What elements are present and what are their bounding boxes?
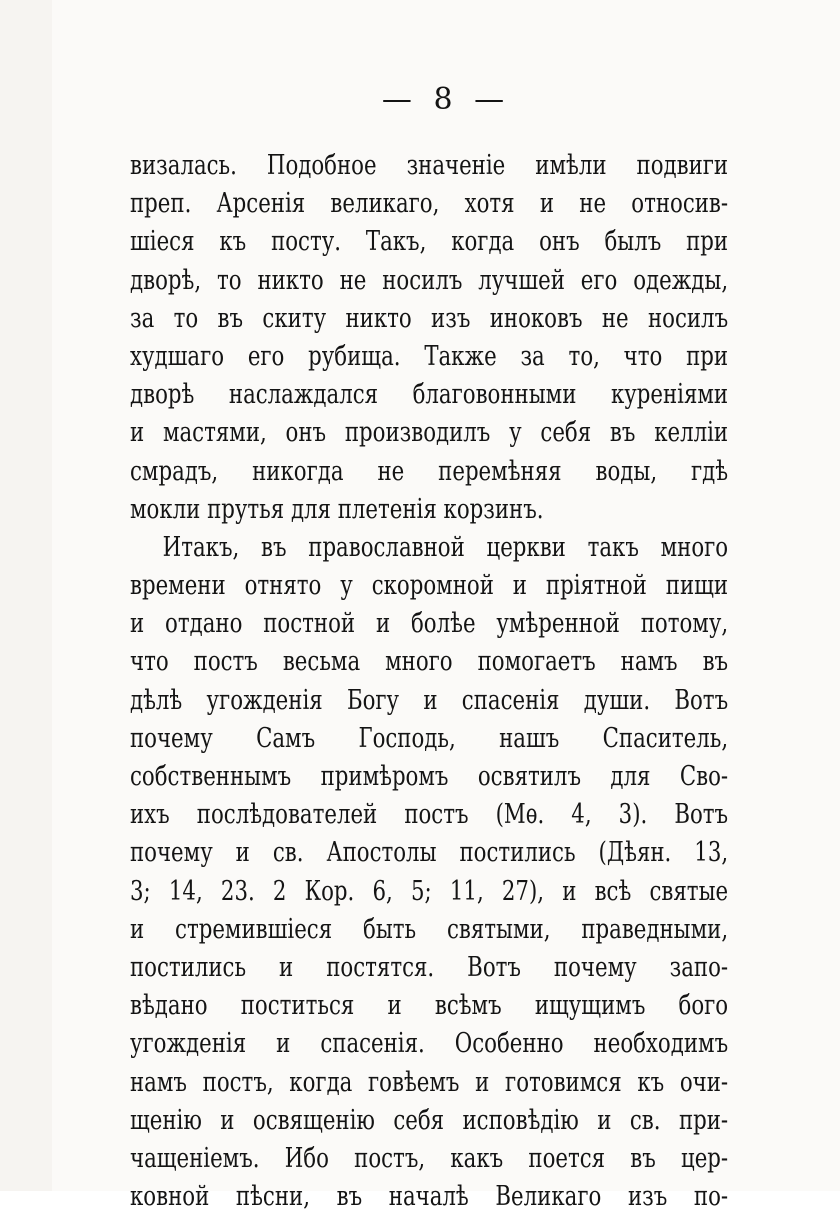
body-text <box>130 146 728 1215</box>
text-line: мокли прутья для плетенія корзинъ. <box>130 492 544 525</box>
text-line: ихъ послѣдователей постъ (Мѳ. 4, 3). Вотъ <box>130 798 729 831</box>
text-line: постились и постятся. Вотъ почему запо- <box>130 950 729 983</box>
text-line: что постъ весьма много помогаетъ намъ въ <box>130 645 729 678</box>
text-line: за то въ скиту никто изъ иноковъ не носилъ <box>130 301 729 334</box>
paragraph-2 <box>130 528 728 1215</box>
page-number: — 8 — <box>381 82 511 117</box>
text-line: почему Самъ Господь, нашъ Спаситель, <box>130 721 729 754</box>
text-line: почему и св. Апостолы постились (Дѣян. 13, <box>130 836 729 869</box>
text-line: и стремившіеся быть святыми, праведными, <box>130 912 729 945</box>
text-line: 3; 14, 23. 2 Кор. 6, 5; 11, 27), и всѣ святые <box>130 874 729 907</box>
text-line: дворѣ, то никто не носилъ лучшей его одежды, <box>130 263 729 296</box>
text-line: шіеся къ посту. Такъ, когда онъ былъ при <box>130 225 729 258</box>
text-line: Итакъ, въ православной церкви такъ много <box>162 530 729 563</box>
text-line: времени отнято у скоромной и пріятной пищи <box>130 569 729 602</box>
paragraph-1 <box>130 146 728 528</box>
text-line: и мастями, онъ производилъ у себя въ келліи <box>130 416 729 449</box>
text-line: щенію и освященію себя исповѣдію и св. при- <box>130 1103 729 1136</box>
text-line: намъ постъ, когда говѣемъ и готовимся къ очи- <box>130 1065 729 1098</box>
text-line: худшаго его рубища. Также за то, что при <box>130 339 729 372</box>
text-line: дѣлѣ угожденія Богу и спасенія души. Вотъ <box>130 683 729 716</box>
text-line: дворѣ наслаждался благовонными куреніями <box>130 378 729 411</box>
text-line: визалась. Подобное значеніе имѣли подвиги <box>130 149 729 181</box>
text-line: угожденія и спасенія. Особенно необходимъ <box>130 1027 729 1060</box>
text-line: преп. Арсенія великаго, хотя и не относив- <box>130 187 729 220</box>
text-line: вѣдано поститься и всѣмъ ищущимъ бого <box>130 989 729 1022</box>
text-line: и отдано постной и болѣе умѣренной потому, <box>130 607 729 640</box>
text-line: чащеніемъ. Ибо постъ, какъ поется въ цер- <box>130 1141 729 1174</box>
text-line: ковной пѣсни, въ началѣ Великаго изъ по- <box>130 1180 729 1213</box>
text-line: смрадъ, никогда не перемѣняя воды, гдѣ <box>130 454 729 487</box>
text-line: собственнымъ примѣромъ освятилъ для Сво- <box>130 760 729 792</box>
